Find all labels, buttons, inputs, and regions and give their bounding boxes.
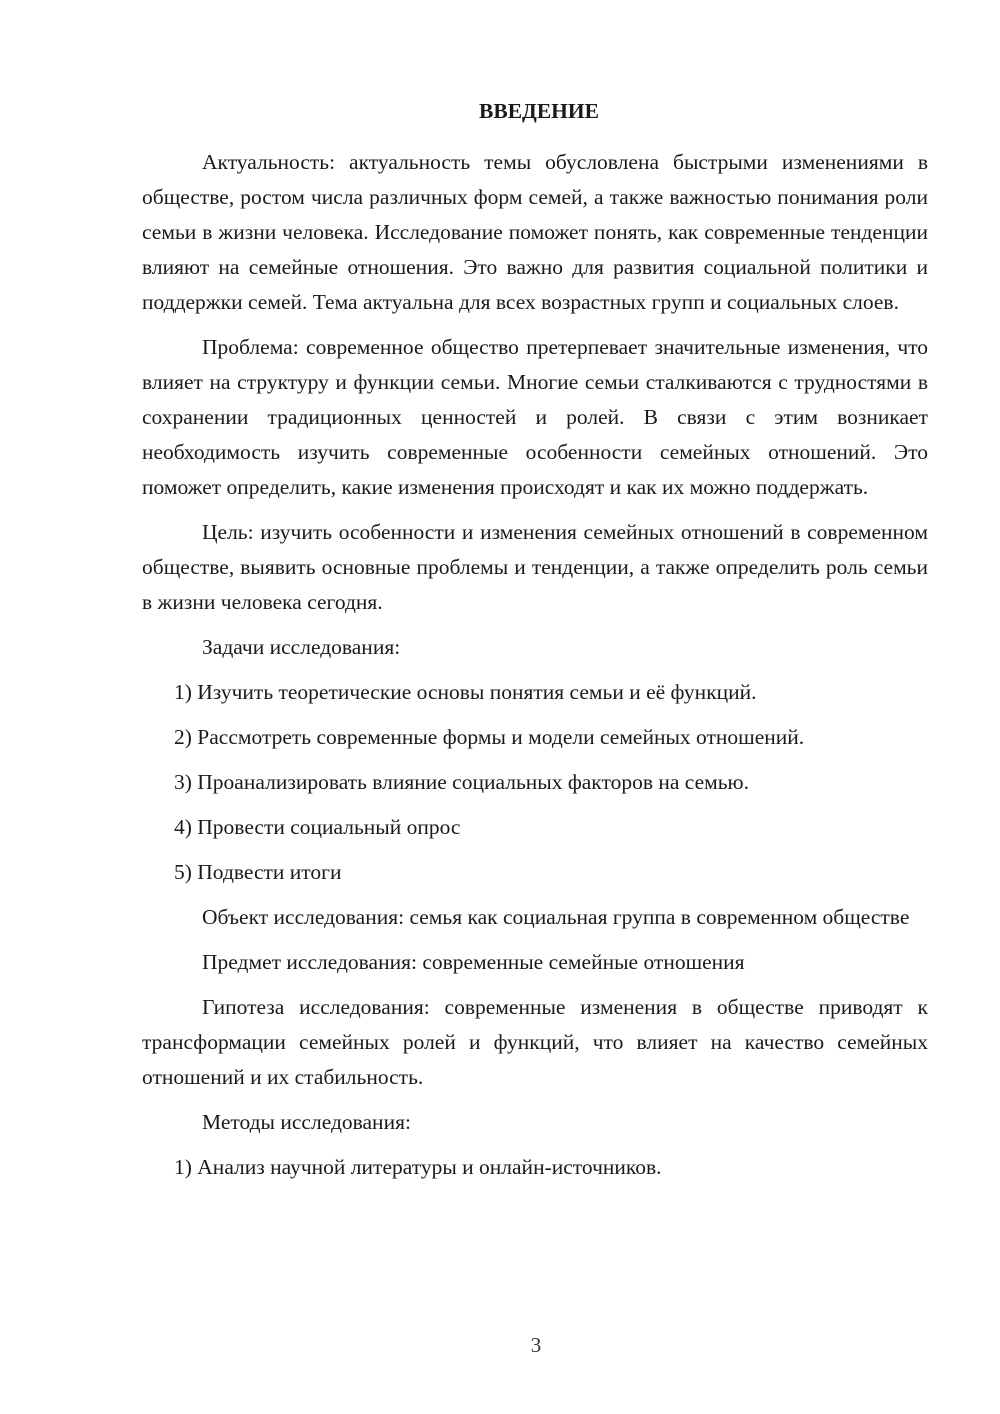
method-item: 1) Анализ научной литературы и онлайн-источников.: [174, 1155, 662, 1179]
methods-heading: Методы исследования:: [202, 1110, 411, 1134]
document-page: [142, 96, 928, 1195]
task-item: 5) Подвести итоги: [174, 860, 342, 884]
relevance-paragraph: Актуальность: актуальность темы обусловлена быстрыми изменениями в обществе, ростом числа различных форм семей, а также важностью понимания роли семьи в жизни человека. Исследование поможет понять, как современные тенденции влияют на семейные отношения. Это важно для развития социальной политики и поддержки семей. Тема актуальна для всех возрастных групп и социальных слоев.: [142, 150, 928, 314]
page-number: 3: [530, 1333, 542, 1357]
task-item: 4) Провести социальный опрос: [174, 815, 461, 839]
hypothesis-paragraph: Гипотеза исследования: современные изменения в обществе приводят к трансформации семейных ролей и функций, что влияет на качество семейных отношений и их стабильность.: [142, 995, 928, 1089]
task-item: 1) Изучить теоретические основы понятия семьи и её функций.: [174, 680, 757, 704]
task-item: 3) Проанализировать влияние социальных факторов на семью.: [174, 770, 749, 794]
object-paragraph: Объект исследования: семья как социальная группа в современном обществе: [202, 905, 910, 929]
goal-paragraph: Цель: изучить особенности и изменения семейных отношений в современном обществе, выявить основные проблемы и тенденции, а также определить роль семьи в жизни человека сегодня.: [142, 520, 928, 614]
tasks-heading: Задачи исследования:: [202, 635, 401, 659]
task-item: 2) Рассмотреть современные формы и модели семейных отношений.: [174, 725, 805, 749]
problem-paragraph: Проблема: современное общество претерпевает значительные изменения, что влияет на структуру и функции семьи. Многие семьи сталкиваются с трудностями в сохранении традиционных ценностей и ролей. В связи с этим возникает необходимость изучить современные особенности семейных отношений. Это поможет определить, какие изменения происходят и как их можно поддержать.: [142, 335, 928, 499]
document-title: ВВЕДЕНИЕ: [479, 99, 599, 123]
subject-paragraph: Предмет исследования: современные семейные отношения: [202, 950, 745, 974]
